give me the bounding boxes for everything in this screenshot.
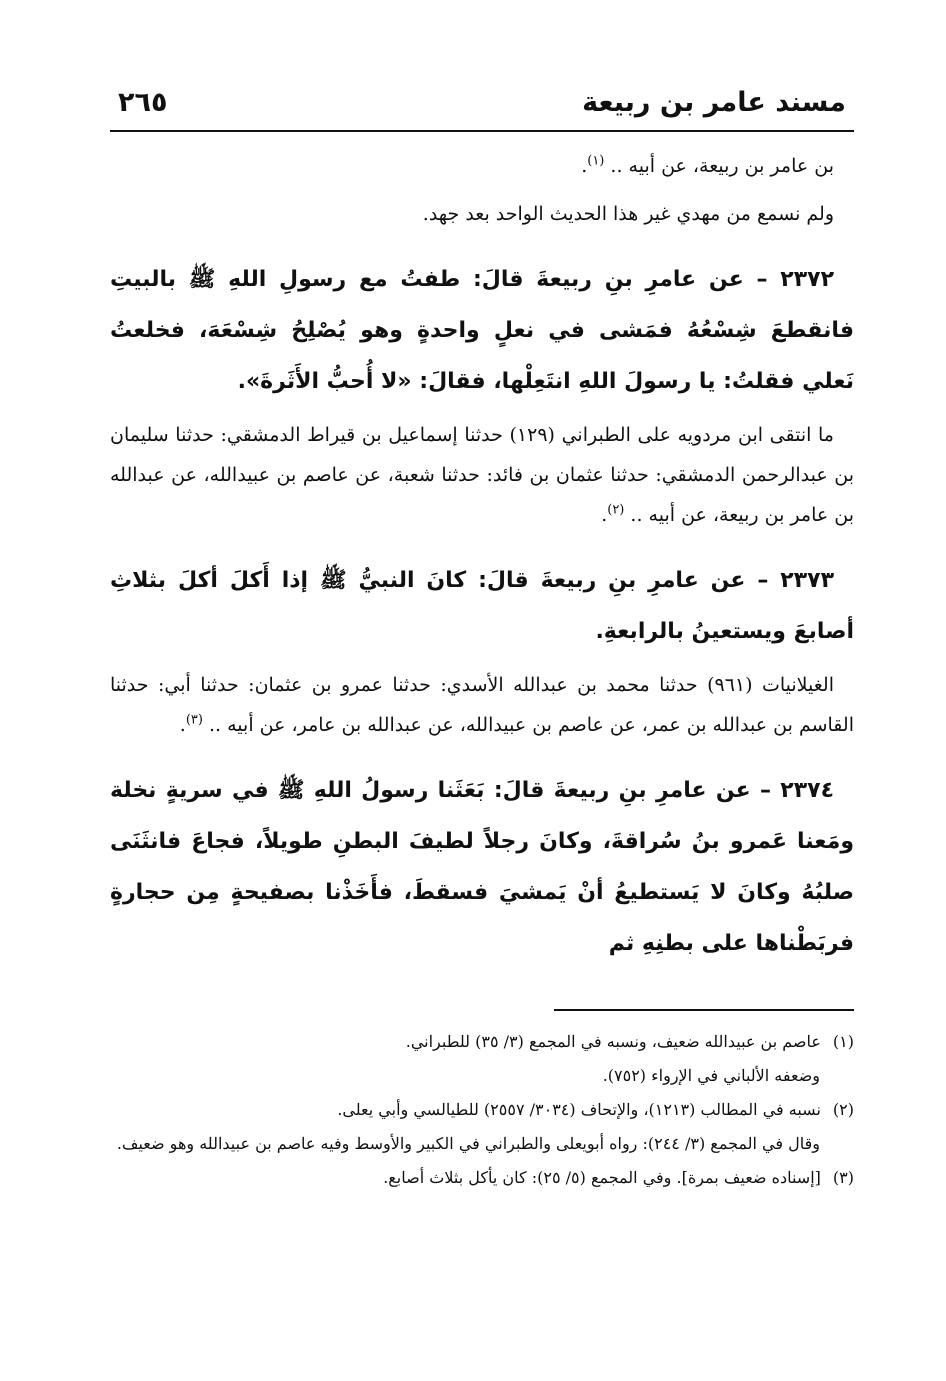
note-paragraph: ولم نسمع من مهدي غير هذا الحديث الواحد بعد جهد. [422, 203, 834, 225]
footnote-1 [110, 1025, 854, 1059]
book-page [110, 80, 854, 1195]
source-text: ما انتقى ابن مردويه على الطبراني (١٢٩) حدثنا إسماعيل بن قيراط الدمشقي: حدثنا سليمان بن عبدالرحمن الدمشقي: حدثنا عثمان بن فائد: حدثنا شعبة، عن عاصم بن عبيدالله، عن عبدالله بن عامر بن ربيعة، عن أبيه .. [110, 424, 854, 526]
main-text [110, 146, 854, 969]
page-number: ٢٦٥ [118, 87, 168, 118]
footnote-3 [110, 1161, 854, 1195]
source-text: الغيلانيات (٩٦١) حدثنا محمد بن عبدالله الأسدي: حدثنا عمرو بن عثمان: حدثنا أبي: حدثنا القاسم بن عبدالله بن عمر، عن عاصم بن عبيدالله، عن عبدالله بن عامر، عن أبيه .. [110, 674, 854, 736]
footnote-reference-1: (١) [587, 153, 605, 169]
footnote-separator [554, 1009, 854, 1011]
footnote-text: نسبه في المطالب (١٢١٣)، والإتحاف (٣٠٣٤/ ٢٥٥٧) للطيالسي وأبي يعلى. [337, 1100, 821, 1119]
source-2373: الغيلانيات (٩٦١) حدثنا محمد بن عبدالله الأسدي: حدثنا عمرو بن عثمان: حدثنا أبي: حدثنا القاسم بن عبدالله بن عمر، عن عاصم بن عبيدالله، عن عبدالله بن عامر، عن أبيه .. $^{(٣)}$. [110, 674, 854, 736]
footnote-reference-3: (٣) [185, 712, 203, 728]
footnote-number: (٣) [832, 1168, 854, 1187]
running-title: مسند عامر بن ربيعة [582, 87, 846, 118]
footnote-text: عاصم بن عبيدالله ضعيف، ونسبه في المجمع (٣/ ٣٥) للطبراني. [405, 1032, 821, 1051]
footnote-number: (١) [832, 1032, 854, 1051]
footnote-reference-2: (٢) [607, 502, 625, 518]
hadith-2373: ٢٣٧٣ – عن عامرِ بنِ ربيعةَ قالَ: كانَ النبيُّ ﷺ إذا أَكلَ أكلَ بثلاثِ أصابعَ ويستعينُ بالرابعةِ. [110, 568, 854, 644]
footnote-number: (٢) [832, 1100, 854, 1119]
continuation-paragraph: بن عامر بن ربيعة، عن أبيه .. $^{(١)}$. [581, 153, 834, 177]
source-2372: ما انتقى ابن مردويه على الطبراني (١٢٩) حدثنا إسماعيل بن قيراط الدمشقي: حدثنا سليمان بن عبدالرحمن الدمشقي: حدثنا عثمان بن فائد: حدثنا شعبة، عن عاصم بن عبيدالله، عن عبدالله بن عامر بن ربيعة، عن أبيه .. $^{(٢)}$. [110, 424, 854, 526]
footnote-2-continuation: وقال في المجمع (٣/ ٢٤٤): رواه أبويعلى والطبراني في الكبير والأوسط وفيه عاصم بن عبيدالله وهو ضعيف. [116, 1134, 820, 1153]
hadith-2374: ٢٣٧٤ – عن عامرِ بنِ ربيعةَ قالَ: بَعَثَنا رسولُ اللهِ ﷺ في سريةٍ نخلة ومَعنا عَمرو بنُ سُراقةَ، وكانَ رجلاً لطيفَ البطنِ طويلاً، فجاعَ فانثَنَى صلبُهُ وكانَ لا يَستطيعُ أنْ يَمشيَ فسقطَ، فأَخَذْنا بصفيحةٍ مِن حجارةٍ فربَطْناها على بطنِهِ ثم [110, 778, 854, 956]
hadith-2372: ٢٣٧٢ – عن عامرِ بنِ ربيعةَ قالَ: طفتُ مع رسولِ اللهِ ﷺ بالبيتِ فانقطعَ شِسْعُهُ فمَشى في نعلٍ واحدةٍ وهو يُصْلِحُ شِسْعَهَ، فخلعتُ نَعلي فقلتُ: يا رسولَ اللهِ انتَعِلْها، فقالَ: «لا أُحبُّ الأَثَرةَ». [110, 267, 854, 394]
page-header [110, 80, 854, 132]
footnote-2 [110, 1093, 854, 1127]
footnote-text: [إسناده ضعيف بمرة]. وفي المجمع (٥/ ٢٥): كان يأكل بثلاث أصابع. [383, 1168, 821, 1187]
footnotes [110, 1025, 854, 1195]
footnote-1-continuation: وضعفه الألباني في الإرواء (٧٥٢). [602, 1066, 820, 1085]
paragraph-text: بن عامر بن ربيعة، عن أبيه .. [610, 155, 834, 177]
